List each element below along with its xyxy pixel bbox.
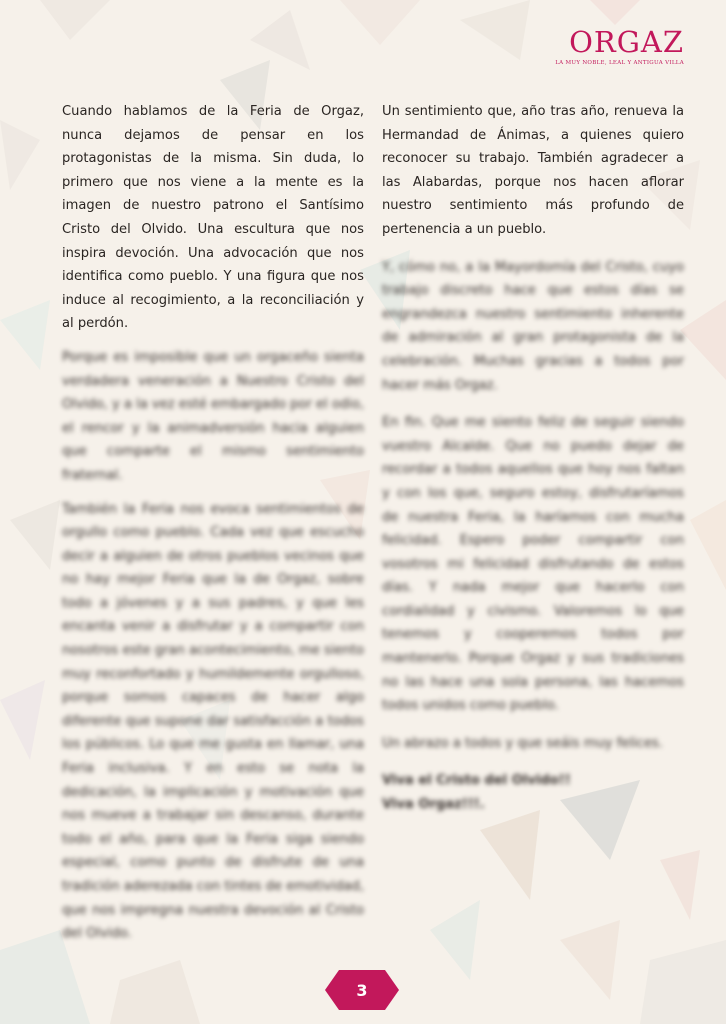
masthead: [555, 25, 684, 66]
paragraph: Porque es imposible que un orgaceño sienta verdadera veneración a Nuestro Cristo del Olvido, y a la vez esté embargado por el odio, el rencor y la animadversión hacia alguien que comparte el mismo sentimiento fraternal.: [62, 349, 364, 483]
paragraph: Y, cómo no, a la Mayordomía del Cristo, cuyo trabajo discreto hace que estos días se engrandezca nuestro sentimiento inherente de admiración al gran protagonista de la celebración. Muchas gracias a todos por hacer más Orgaz.: [382, 259, 684, 393]
left-column: [62, 100, 364, 956]
page-number-badge: [325, 970, 399, 1010]
brand-logo: ORGAZ: [569, 25, 684, 59]
paragraph: En fin. Que me siento feliz de seguir siendo vuestro Alcalde. Que no puedo dejar de recordar a todos aquellos que hoy nos faltan y con los que, seguro estoy, disfrutaríamos de nuestra Feria, la haríamos con mucha felicidad. Espero poder compartir con vosotros mi felicidad disfrutando de estos días. Y nada mejor que hacerlo con cordialidad y civismo. Valoremos lo que tenemos y cooperemos todos por mantenerlo. Porque Orgaz y sus tradiciones no las hace una sola persona, las hacemos todos unidos como pueblo.: [382, 415, 684, 714]
paragraph: Un abrazo a todos y que seáis muy felices.: [382, 735, 663, 751]
closing-line: Viva Orgaz!!!.: [382, 797, 485, 813]
page-number: 3: [356, 980, 368, 1000]
right-column: [382, 100, 684, 827]
paragraph: Un sentimiento que, año tras año, renueva la Hermandad de Ánimas, a quienes quiero reconocer su trabajo. También agradecer a las Alabardas, porque nos hacen aflorar nuestro sentimiento más profundo de pertenencia a un pueblo.: [382, 104, 684, 237]
paragraph: También la Feria nos evoca sentimientos de orgullo como pueblo. Cada vez que escucho decir a alguien de otros pueblos vecinos que no hay mejor Feria que la de Orgaz, sobre todo a jóvenes y a sus padres, y que les encanta venir a disfrutar y a compartir con nosotros este gran acontecimiento, me siento muy reconfortado y humildemente orgulloso, porque somos capaces de hacer algo diferente que supone dar satisfacción a todos los públicos. Lo que me gusta en llamar, una Feria inclusiva. Y en esto se nota la dedicación, la implicación y motivación que nos mueve a trabajar sin descanso, durante todo el año, para que la Feria siga siendo especial, como punto de disfrute de una tradición aderezada con tintes de emotividad, que nos impregna nuestra devoción al Cristo del Olvido.: [62, 501, 364, 942]
paragraph: Cuando hablamos de la Feria de Orgaz, nunca dejamos de pensar en los protagonistas de la misma. Sin duda, lo primero que nos viene a la mente es la imagen de nuestro patrono el Santísimo Cristo del Olvido. Una escultura que nos inspira devoción. Una advocación que nos identifica como pueblo. Y una figura que nos induce al recogimiento, a la reconciliación y al perdón.: [62, 104, 364, 332]
brand-tagline: LA MUY NOBLE, LEAL Y ANTIGUA VILLA: [555, 60, 684, 66]
closing-line: Viva el Cristo del Olvido!!: [382, 773, 571, 789]
